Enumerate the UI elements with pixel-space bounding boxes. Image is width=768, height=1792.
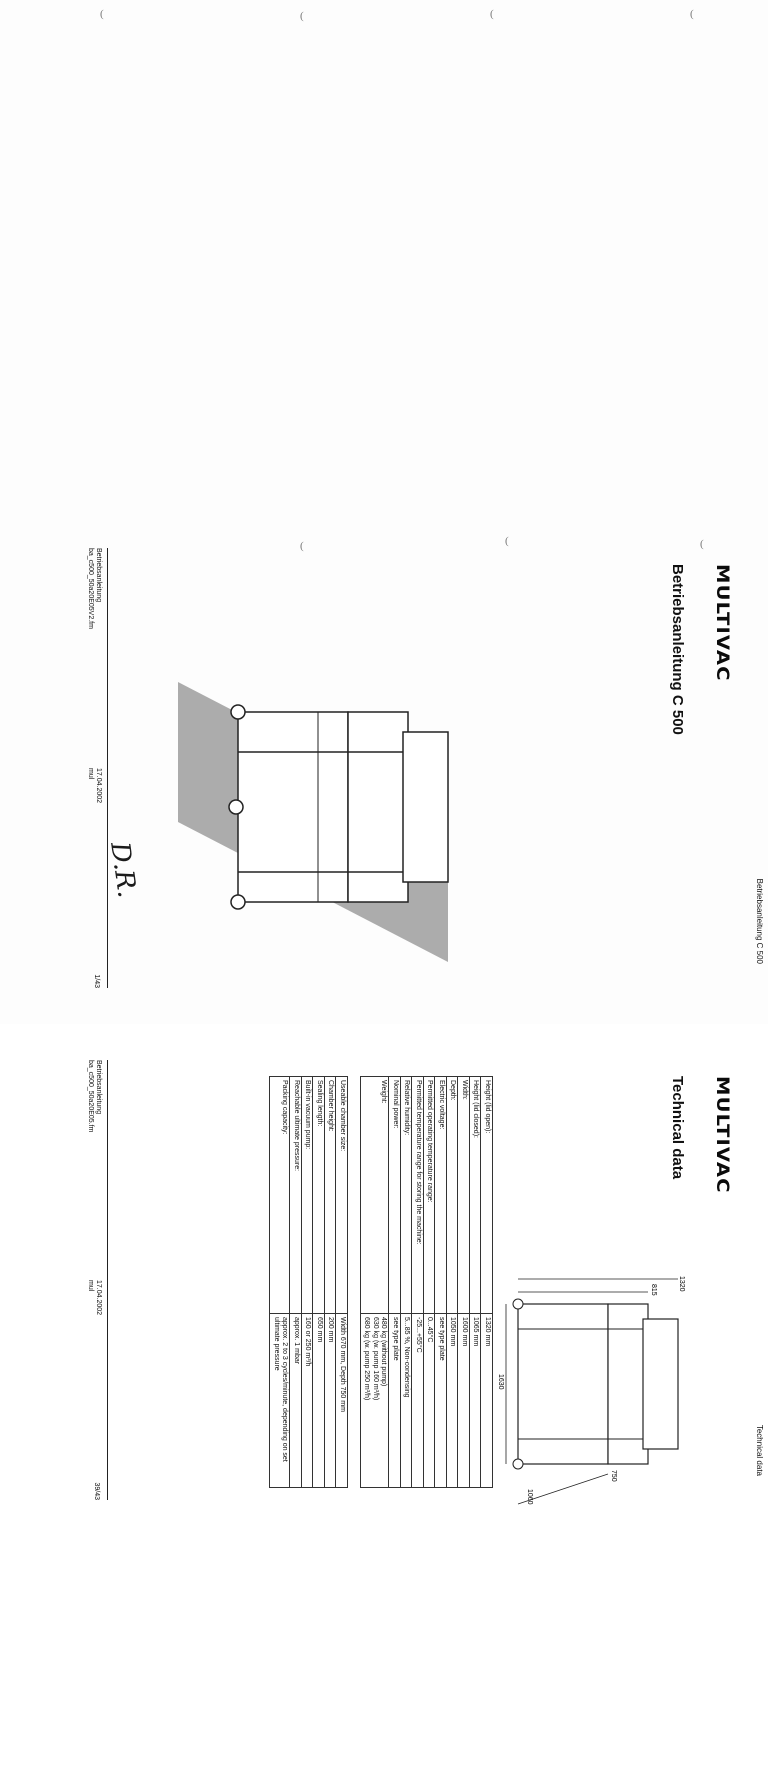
spec-row [458,1077,470,1488]
spec-label: Permitted operating temperature range: [424,1077,436,1314]
scan-speck: ( [505,535,509,547]
running-header: Technical data [755,1424,764,1476]
page-number: 39/43 [93,1482,100,1500]
spec-value: 650 mm [313,1314,325,1488]
spec-value: 1600 mm [458,1314,470,1488]
dimension-label: 750 [610,1470,617,1482]
spec-value: 1065 mm [470,1314,482,1488]
brand-logo: MULTIVAC [712,564,732,682]
spec-row [481,1077,493,1488]
spec-row [313,1077,325,1488]
spec-value: approx. 1 mbar [290,1314,302,1488]
spec-label: Sealing length: [313,1077,325,1314]
spec-row [302,1077,314,1488]
table-spacer [348,1077,361,1488]
footer-rule [107,1060,108,1500]
scan-speck: ( [100,8,104,20]
spec-label: Depth: [447,1077,459,1314]
spec-value: 160 or 250 m³/h [302,1314,314,1488]
spec-value: 480 kg (without pump) 630 kg (w. pump 160 m³/h) 680 kg (w. pump 250 m³/h) [361,1314,390,1488]
spec-value: -25...+55°C [412,1314,424,1488]
spec-row [470,1077,482,1488]
spec-row [361,1077,390,1488]
handwritten-signature: D.R. [104,840,142,900]
spec-label: Built-in vacuum pump: [302,1077,314,1314]
footer-date: 17.04.2002 mul [87,1280,102,1316]
footer-rule [107,548,108,988]
technical-data-page [0,1024,768,1792]
dimension-label: 1320 [678,1276,685,1292]
spec-label: Chamber height: [325,1077,337,1314]
spec-row [325,1077,337,1488]
spec-label: Relative humidity: [401,1077,413,1314]
spec-value: see type plate [435,1314,447,1488]
spec-label: Useable chamber size: [336,1077,348,1314]
dimension-label: 1060 [526,1489,533,1505]
scan-speck: ( [700,538,704,550]
spec-row [336,1077,348,1488]
spec-row [424,1077,436,1488]
dimension-label: 815 [650,1284,657,1296]
scan-speck: ( [490,8,494,20]
spec-label: Packing capacity: [270,1077,290,1314]
spec-label: Permitted temperature range for storing the machine: [412,1077,424,1314]
spec-label: Nominal power: [389,1077,401,1314]
spec-label: Weight: [361,1077,390,1314]
spec-value: 5...85 %, Non-condensing [401,1314,413,1488]
dimension-label: 1630 [497,1374,504,1390]
spec-row [447,1077,459,1488]
spacer-cell [348,1314,361,1488]
page-title: Technical data [669,1076,686,1180]
spec-row [270,1077,290,1488]
machine-illustration [168,672,468,972]
spec-label: Height (lid closed): [470,1077,482,1314]
spec-label: Electric voltage: [435,1077,447,1314]
spec-row [435,1077,447,1488]
spec-row [290,1077,302,1488]
spec-row [412,1077,424,1488]
technical-data-table [270,1076,494,1488]
page-title: Betriebsanleitung C 500 [669,564,686,735]
spec-value: 1050 mm [447,1314,459,1488]
spec-value: 1320 mm [481,1314,493,1488]
running-header: Betriebsanleitung C 500 [755,878,764,964]
dimension-drawing [498,1274,688,1514]
spec-row [389,1077,401,1488]
spec-label: Height (lid open): [481,1077,493,1314]
spec-value: approx. 2 to 3 cycles/minute, depending on set ultimate pressure [270,1314,290,1488]
spec-label: Width: [458,1077,470,1314]
spacer-cell [348,1077,361,1314]
footer-document-info: Betriebsanleitung ba_c500_50a20E05V2.fm [87,548,102,629]
scan-speck: ( [690,8,694,20]
spec-label: Reachable ultimate pressure: [290,1077,302,1314]
scan-speck: ( [300,540,304,552]
spec-row [401,1077,413,1488]
scan-speck: ( [300,10,304,22]
spec-value: 0...45°C [424,1314,436,1488]
spec-value: see type plate [389,1314,401,1488]
footer-document-info: Betriebsanleitung ba_c500_50a20E05.fm [87,1060,102,1133]
spec-value: 200 mm [325,1314,337,1488]
brand-logo: MULTIVAC [712,1076,732,1194]
page-number: 1/43 [93,974,100,988]
spec-value: Width 670 mm, Depth 750 mm [336,1314,348,1488]
footer-date: 17.04.2002 mul [87,768,102,804]
